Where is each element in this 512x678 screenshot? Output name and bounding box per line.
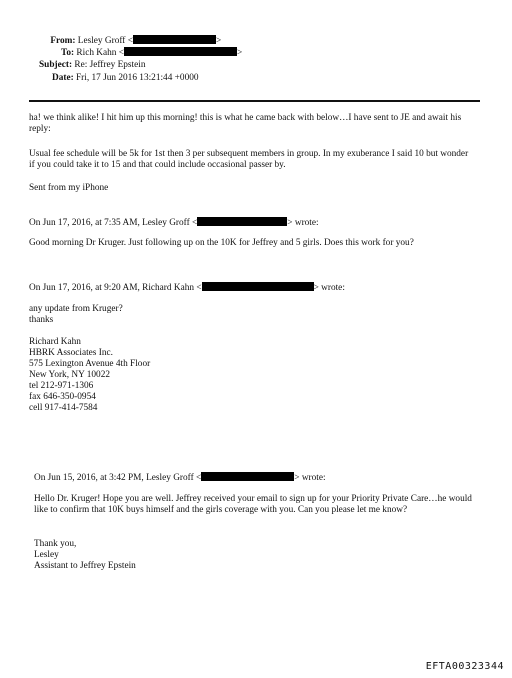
- from-value: Lesley Groff <: [77, 36, 133, 46]
- closing-line: Lesley: [34, 550, 59, 560]
- signature-line: cell 917-414-7584: [29, 403, 98, 413]
- redaction-bar: [133, 35, 216, 44]
- to-value: Rich Kahn <: [76, 48, 125, 58]
- quote1-attribution: On Jun 17, 2016, at 7:35 AM, Lesley Groff < > wrote:: [29, 218, 319, 228]
- redaction-bar: [202, 282, 314, 291]
- quote1-text: Good morning Dr Kruger. Just following up on the 10K for Jeffrey and 5 girls. Does this work for you?: [29, 238, 414, 248]
- quote2-line2: thanks: [29, 315, 54, 325]
- from-close: >: [215, 36, 222, 46]
- bates-number: EFTA00323344: [425, 661, 504, 672]
- header-subject-row: [39, 60, 145, 71]
- redaction-bar: [124, 47, 237, 56]
- redaction-bar: [201, 472, 294, 481]
- header-date-row: [52, 73, 199, 84]
- signature-line: New York, NY 10022: [29, 370, 111, 380]
- sent-from-line: Sent from my iPhone: [29, 183, 109, 193]
- header-to-row: [61, 47, 242, 59]
- quote3-text: Hello Dr. Kruger! Hope you are well. Jeffrey received your email to sign up for your Priority Private Care…he would like to confirm that 10K buys himself and the girls coverage with you. Can you please let me know?: [34, 494, 472, 515]
- body-paragraph-2: Usual fee schedule will be 5k for 1st then 3 per subsequent members in group. In my exuberance I said 10 but wonder if you could take it to 15 and that could include occasional passer by.: [29, 149, 469, 170]
- signature-line: Richard Kahn: [29, 337, 81, 347]
- signature-block: [29, 337, 150, 414]
- signature-line: fax 646-350-0954: [29, 392, 96, 402]
- subject-value: Re: Jeffrey Epstein: [74, 60, 146, 70]
- date-value: Fri, 17 Jun 2016 13:21:44 +0000: [76, 73, 199, 83]
- quote3-attribution: On Jun 15, 2016, at 3:42 PM, Lesley Groff < > wrote:: [34, 473, 326, 483]
- signature-line: HBRK Associates Inc.: [29, 348, 113, 358]
- subject-label: Subject:: [39, 60, 73, 70]
- closing-line: Thank you,: [34, 539, 77, 549]
- redaction-bar: [197, 217, 287, 226]
- quote2-line1: any update from Kruger?: [29, 304, 123, 314]
- closing-block: [34, 539, 136, 572]
- header-divider: [29, 100, 480, 102]
- header-from-row: [48, 35, 221, 47]
- from-label: From:: [50, 36, 76, 46]
- quote2-attribution: On Jun 17, 2016, at 9:20 AM, Richard Kahn < > wrote:: [29, 283, 345, 293]
- closing-line: Assistant to Jeffrey Epstein: [34, 561, 136, 571]
- to-label: To:: [61, 48, 75, 58]
- signature-line: tel 212-971-1306: [29, 381, 94, 391]
- signature-line: 575 Lexington Avenue 4th Floor: [29, 359, 151, 369]
- date-label: Date:: [52, 73, 74, 83]
- body-paragraph-1: ha! we think alike! I hit him up this morning! this is what he came back with below…I have sent to JE and await his reply:: [29, 113, 462, 134]
- to-close: >: [237, 48, 243, 58]
